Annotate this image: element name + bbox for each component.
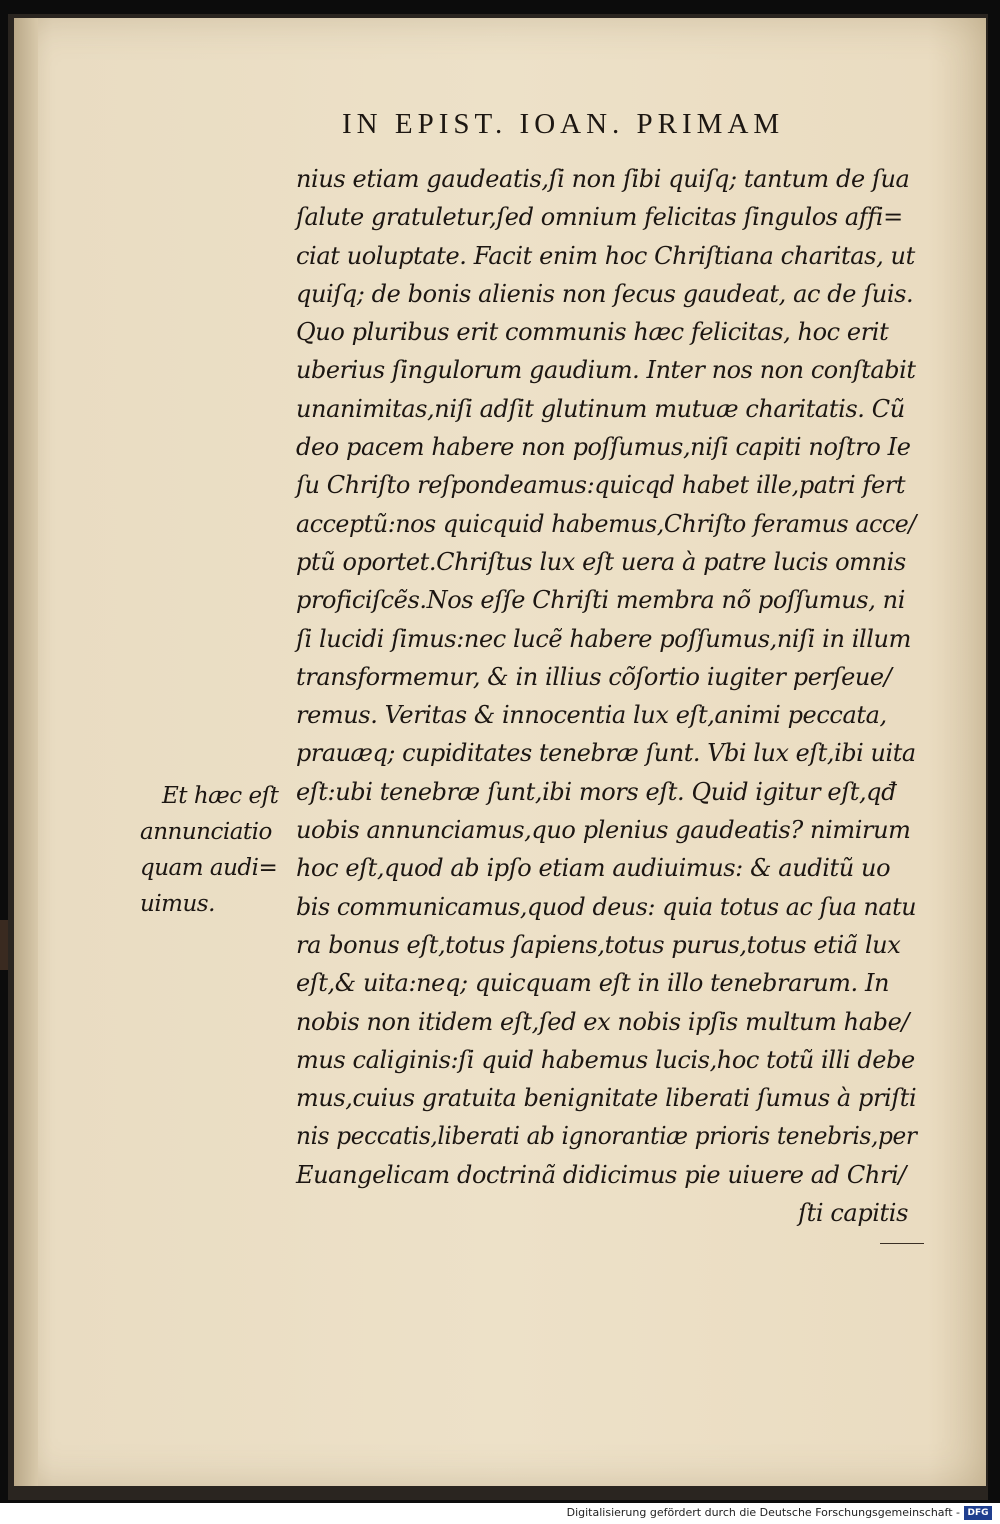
marginal-note-line: Et hæc eſt xyxy=(162,783,279,809)
text-line: eſt:ubi tenebræ ſunt,ibi mors eſt. Quid igitur eſt,qđ xyxy=(296,777,897,806)
page-gutter-shadow xyxy=(14,18,38,1486)
running-head: IN EPIST. IOAN. PRIMAM xyxy=(342,108,785,140)
footer-credit: Digitalisierung gefördert durch die Deutsche Forschungsgemeinschaft - xyxy=(566,1506,960,1519)
catchword: ſti capitis xyxy=(798,1199,908,1228)
binding-mark xyxy=(0,920,8,970)
text-line: unanimitas,niſi adſit glutinum mutuæ charitatis. Cũ xyxy=(296,394,905,423)
text-line: acceptũ:nos quicquid habemus,Chriſto feramus acce/ xyxy=(296,509,917,538)
text-line: remus. Veritas & innocentia lux eſt,animi peccata, xyxy=(296,701,887,730)
text-line: transformemur, & in illius cõſortio iugiter perſeue/ xyxy=(296,662,892,691)
marginal-note xyxy=(140,778,290,922)
text-line: eſt,& uita:neq; quicquam eſt in illo tenebrarum. In xyxy=(296,969,890,998)
body-text xyxy=(296,160,916,1232)
marginal-note-line: quam audi= xyxy=(140,855,278,881)
text-line: ra bonus eſt,totus ſapiens,totus purus,totus etiã lux xyxy=(296,930,901,959)
marginal-note-line: uimus. xyxy=(140,891,215,917)
text-line: prauæq; cupiditates tenebræ ſunt. Vbi lux eſt,ibi uita xyxy=(296,739,916,768)
text-line: proficiſcẽs.Nos eſſe Chriſti membra nõ poſſumus, ni xyxy=(296,586,906,615)
dfg-logo: DFG xyxy=(964,1506,992,1520)
text-line: bis communicamus,quod deus: quia totus ac ſua natu xyxy=(296,892,917,921)
text-line: quiſq; de bonis alienis non ſecus gaudeat, ac de ſuis. xyxy=(296,279,914,308)
text-line: nis peccatis,liberati ab ignorantiæ prioris tenebris,per xyxy=(296,1122,917,1151)
text-line: ſalute gratuletur,ſed omnium felicitas ſingulos affi= xyxy=(296,203,903,232)
text-line: ciat uoluptate. Facit enim hoc Chriſtiana charitas, ut xyxy=(296,241,915,270)
text-line: deo pacem habere non poſſumus,niſi capiti noſtro Ie xyxy=(296,433,911,462)
text-line: ptũ oportet.Chriſtus lux eſt uera à patre lucis omnis xyxy=(296,547,906,576)
text-line: ſi lucidi ſimus:nec lucẽ habere poſſumus,niſi in illum xyxy=(296,624,911,653)
text-line: nobis non itidem eſt,ſed ex nobis ipſis multum habe/ xyxy=(296,1007,910,1036)
text-line: hoc eſt,quod ab ipſo etiam audiuimus: & auditũ uo xyxy=(296,854,891,883)
catchword-underline xyxy=(880,1243,924,1244)
text-line: mus caliginis:ſi quid habemus lucis,hoc totũ illi debe xyxy=(296,1045,915,1074)
marginal-note-line: annunciatio xyxy=(140,819,272,845)
text-line: nius etiam gaudeatis,ſi non ſibi quiſq; tantum de ſua xyxy=(296,165,910,193)
text-line: uberius ſingulorum gaudium. Inter nos non conſtabit xyxy=(296,356,916,385)
text-line: ſu Chriſto reſpondeamus:quicqd habet ille,patri fert xyxy=(296,471,906,500)
text-line: uobis annunciamus,quo plenius gaudeatis? nimirum xyxy=(296,816,911,845)
text-line: mus,cuius gratuita benignitate liberati ſumus à priſti xyxy=(296,1084,917,1113)
text-line: Quo pluribus erit communis hæc felicitas, hoc erit xyxy=(296,318,889,347)
text-line: Euangelicam doctrinã didicimus pie uiuere ad Chri/ xyxy=(296,1160,906,1189)
